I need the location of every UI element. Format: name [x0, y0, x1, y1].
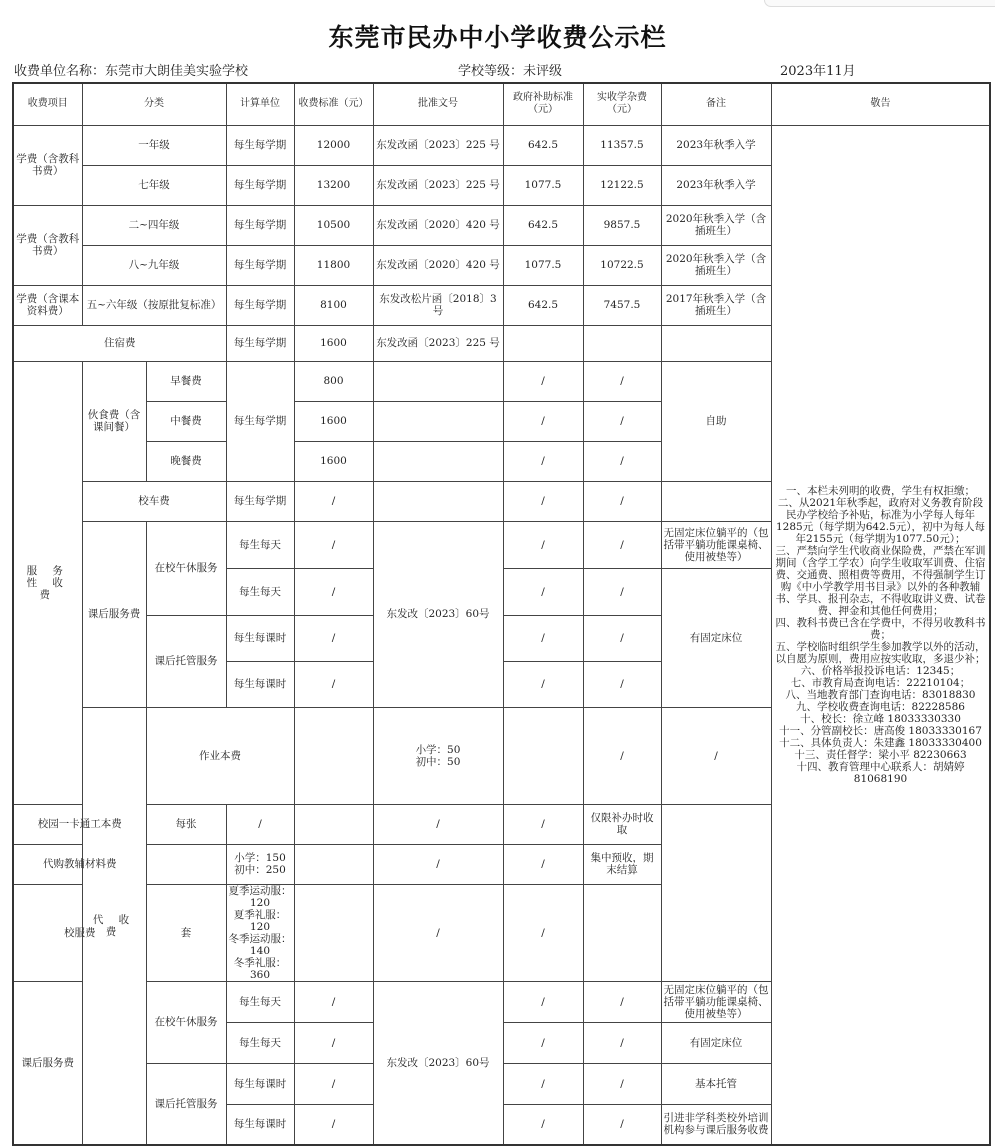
boarding-approval: 东发改函〔2023〕225 号 — [373, 325, 503, 361]
header-calc-unit: 计算单位 — [226, 83, 294, 125]
tuition-approval: 东发改函〔2020〕420 号 — [373, 205, 503, 245]
meal-subsidy: / — [503, 441, 583, 481]
agency-actual: / — [661, 707, 771, 804]
header-row — [13, 83, 990, 125]
tuition-unit: 每生每学期 — [226, 245, 294, 285]
header-remark: 备注 — [661, 83, 771, 125]
after-service-unit: 每生每天 — [226, 568, 294, 615]
tuition-row — [13, 125, 990, 165]
after-agency-remark: 有固定床位 — [661, 1022, 771, 1063]
meal-actual: / — [583, 441, 661, 481]
agency-unit — [146, 844, 226, 884]
agency-subsidy: / — [373, 884, 503, 981]
after-service-actual: / — [583, 661, 661, 707]
notice-line: 七、市教育局查询电话：22210104； — [790, 676, 971, 689]
agency-unit: 套 — [146, 884, 226, 981]
notice-line: 十四、教育管理中心联系人：胡婧婷81068190 — [796, 760, 965, 785]
tuition-approval: 东发改函〔2023〕225 号 — [373, 165, 503, 205]
after-service-actual: / — [583, 568, 661, 615]
after-agency-standard: / — [294, 1104, 373, 1145]
tuition-remark: 2023年秋季入学 — [661, 125, 771, 165]
after-agency-approval: 东发改〔2023〕60号 — [373, 981, 503, 1145]
tuition-category: 二~四年级 — [82, 205, 226, 245]
agency-remark: 仅限补办时收取 — [583, 804, 661, 844]
tuition-actual: 11357.5 — [583, 125, 661, 165]
tuition-subsidy: 1077.5 — [503, 165, 583, 205]
boarding-subsidy — [503, 325, 583, 361]
boarding-remark — [661, 325, 771, 361]
header-standard: 收费标准（元） — [294, 83, 373, 125]
meal-actual: / — [583, 401, 661, 441]
tuition-standard: 10500 — [294, 205, 373, 245]
agency-subsidy: / — [373, 844, 503, 884]
after-service-care-label: 课后托管服务 — [146, 615, 226, 707]
header-subsidy: 政府补助标准（元） — [503, 83, 583, 125]
after-service-standard: / — [294, 568, 373, 615]
after-agency-remark: 基本托管 — [661, 1063, 771, 1104]
tuition-actual: 12122.5 — [583, 165, 661, 205]
meal-standard: 1600 — [294, 401, 373, 441]
notice-line: 十一、分管副校长：唐高俊 18033330167 — [779, 724, 982, 737]
boarding-standard: 1600 — [294, 325, 373, 361]
after-agency-care-label: 课后托管服务 — [146, 1063, 226, 1145]
after-agency-unit: 每生每天 — [226, 981, 294, 1022]
meal-approval — [373, 401, 503, 441]
agency-actual: / — [503, 804, 583, 844]
after-service-standard: / — [294, 661, 373, 707]
tuition-subsidy: 1077.5 — [503, 245, 583, 285]
tuition-approval: 东发改函〔2023〕225 号 — [373, 125, 503, 165]
tuition-remark: 2020年秋季入学（含插班生） — [661, 245, 771, 285]
bus-remark — [661, 481, 771, 521]
tuition-unit: 每生每学期 — [226, 285, 294, 325]
after-agency-standard: / — [294, 981, 373, 1022]
after-agency-actual: / — [583, 1022, 661, 1063]
header-approval: 批准文号 — [373, 83, 503, 125]
agency-subsidy: / — [583, 707, 661, 804]
agency-name: 代购教辅材料费 — [13, 844, 146, 884]
notice-line: 二、从2021年秋季起，政府对义务教育阶段民办学校给予补贴，标准为小学每人每年1285元（每学期为642.5元），初中为每人每年2155元（每学期为1077.50元）； — [775, 496, 986, 545]
after-agency-actual: / — [583, 1104, 661, 1145]
after-agency-remark: 引进非学科类校外培训机构参与课后服务收费 — [661, 1104, 771, 1145]
tuition-group-label: 学费（含课本资料费） — [13, 285, 82, 325]
after-service-standard: / — [294, 521, 373, 568]
agency-approval — [294, 804, 373, 844]
agency-name: 校服费 — [13, 884, 146, 981]
after-agency-subsidy: / — [503, 1104, 583, 1145]
meal-subsidy: / — [503, 361, 583, 401]
boarding-actual — [583, 325, 661, 361]
bus-standard: / — [294, 481, 373, 521]
after-agency-subsidy: / — [503, 1022, 583, 1063]
after-service-subsidy: / — [503, 521, 583, 568]
tuition-remark: 2020年秋季入学（含插班生） — [661, 205, 771, 245]
after-service-remark: 无固定床位躺平的（包括带平躺功能课桌椅、使用被垫等） — [661, 521, 771, 568]
tuition-category: 七年级 — [82, 165, 226, 205]
tuition-actual: 7457.5 — [583, 285, 661, 325]
agency-name: 校园一卡通工本费 — [13, 804, 146, 844]
bus-actual: / — [583, 481, 661, 521]
boarding-label: 住宿费 — [13, 325, 226, 361]
after-service-label: 课后服务费 — [82, 521, 146, 707]
notice-line: 四、教科书费已含在学费中，不得另收教科书费； — [775, 616, 986, 641]
after-agency-nap-label: 在校午休服务 — [146, 981, 226, 1063]
after-agency-remark: 无固定床位躺平的（包括带平躺功能课桌椅、使用被垫等） — [661, 981, 771, 1022]
meal-group-label: 伙食费（含课间餐） — [82, 361, 146, 481]
agency-standard: 小学：50 初中：50 — [373, 707, 503, 804]
after-service-actual: / — [583, 521, 661, 568]
header-notice: 敬告 — [771, 83, 990, 125]
after-service-actual: / — [583, 615, 661, 661]
service-label: 服 务 性 收 费 — [13, 361, 82, 804]
meal-actual: / — [583, 361, 661, 401]
after-agency-subsidy: / — [503, 1063, 583, 1104]
after-agency-unit: 每生每课时 — [226, 1104, 294, 1145]
notice-line: 十、校长：徐立峰 18033330330 — [800, 712, 961, 725]
tuition-subsidy: 642.5 — [503, 205, 583, 245]
tuition-standard: 8100 — [294, 285, 373, 325]
tuition-category: 五~六年级（按原批复标准） — [82, 285, 226, 325]
agency-remark: 集中预收，期末结算 — [583, 844, 661, 884]
notice-line: 一、本栏未列明的收费，学生有权拒缴； — [786, 484, 975, 497]
agency-name: 作业本费 — [146, 707, 294, 804]
tuition-unit: 每生每学期 — [226, 165, 294, 205]
after-agency-unit: 每生每天 — [226, 1022, 294, 1063]
tuition-standard: 12000 — [294, 125, 373, 165]
after-agency-subsidy: / — [503, 981, 583, 1022]
after-service-subsidy: / — [503, 661, 583, 707]
bus-approval — [373, 481, 503, 521]
meal-name: 晚餐费 — [146, 441, 226, 481]
school-level: 学校等级：未评级 — [458, 64, 563, 79]
boarding-unit: 每生每学期 — [226, 325, 294, 361]
meal-approval — [373, 441, 503, 481]
agency-approval — [294, 844, 373, 884]
tuition-unit: 每生每学期 — [226, 125, 294, 165]
notice-line: 九、学校收费查询电话：82228586 — [796, 700, 965, 713]
agency-label: 代 收 费 — [82, 707, 146, 1145]
after-agency-actual: / — [583, 1063, 661, 1104]
meal-approval — [373, 361, 503, 401]
tuition-subsidy: 642.5 — [503, 285, 583, 325]
tuition-remark: 2017年秋季入学（含插班生） — [661, 285, 771, 325]
after-service-subsidy: / — [503, 568, 583, 615]
bus-unit: 每生每学期 — [226, 481, 294, 521]
window-corner — [764, 0, 995, 7]
agency-approval — [503, 707, 583, 804]
notice-line: 十三、责任督学：梁小平 82230663 — [794, 748, 967, 761]
agency-standard: 夏季运动服：120 夏季礼服：120 冬季运动服：140 冬季礼服：360 — [226, 884, 294, 981]
after-service-approval: 东发改〔2023〕60号 — [373, 521, 503, 707]
header-category: 分类 — [82, 83, 226, 125]
tuition-category: 一年级 — [82, 125, 226, 165]
agency-unit: 每张 — [146, 804, 226, 844]
tuition-approval: 东发改函〔2020〕420 号 — [373, 245, 503, 285]
after-service-remark: 有固定床位 — [661, 568, 771, 707]
after-agency-standard: / — [294, 1063, 373, 1104]
notice-line: 八、当地教育部门查询电话：83018830 — [785, 688, 976, 701]
tuition-actual: 9857.5 — [583, 205, 661, 245]
tuition-group-label: 学费（含教科书费） — [13, 125, 82, 205]
after-service-unit: 每生每课时 — [226, 615, 294, 661]
notice-panel — [771, 125, 990, 1145]
after-service-unit: 每生每天 — [226, 521, 294, 568]
meal-name: 中餐费 — [146, 401, 226, 441]
notice-line: 三、严禁向学生代收商业保险费，严禁在军训期间（含学工学农）向学生收取军训费、住宿费、交通费、照相费等费用，不得强制学生订购《中小学教学用书目录》以外的各种教辅书、学具、报刊杂志，不得收取讲义费、试卷费、押金和其他任何费用； — [775, 544, 986, 617]
bus-subsidy: / — [503, 481, 583, 521]
agency-remark — [583, 884, 661, 981]
notice-line: 六、价格举报投诉电话：12345； — [800, 664, 961, 677]
meal-subsidy: / — [503, 401, 583, 441]
after-service-unit: 每生每课时 — [226, 661, 294, 707]
meal-unit: 每生每学期 — [226, 361, 294, 481]
publish-date: 2023年11月 — [780, 64, 856, 79]
after-agency-standard: / — [294, 1022, 373, 1063]
after-agency-label: 课后服务费 — [13, 981, 82, 1145]
agency-standard: / — [226, 804, 294, 844]
after-service-nap-label: 在校午休服务 — [146, 521, 226, 615]
fee-table — [12, 82, 991, 1146]
tuition-category: 八~九年级 — [82, 245, 226, 285]
notice-line: 五、学校临时组织学生参加教学以外的活动，以自愿为原则，费用应按实收取，多退少补； — [775, 640, 986, 665]
bus-name: 校车费 — [82, 481, 226, 521]
agency-approval — [294, 884, 373, 981]
header-item: 收费项目 — [13, 83, 82, 125]
agency-actual: / — [503, 884, 583, 981]
meal-standard: 1600 — [294, 441, 373, 481]
header-actual: 实收学杂费（元） — [583, 83, 661, 125]
tuition-subsidy: 642.5 — [503, 125, 583, 165]
meal-name: 早餐费 — [146, 361, 226, 401]
tuition-group-label: 学费（含教科书费） — [13, 205, 82, 285]
after-agency-unit: 每生每课时 — [226, 1063, 294, 1104]
agency-standard: 小学：150 初中：250 — [226, 844, 294, 884]
tuition-approval: 东发改松片函〔2018〕3 号 — [373, 285, 503, 325]
tuition-standard: 11800 — [294, 245, 373, 285]
page-title: 东莞市民办中小学收费公示栏 — [328, 23, 667, 52]
after-service-standard: / — [294, 615, 373, 661]
after-service-subsidy: / — [503, 615, 583, 661]
agency-actual: / — [503, 844, 583, 884]
notice-line: 十二、具体负责人：朱建鑫 18033330400 — [779, 736, 982, 749]
tuition-remark: 2023年秋季入学 — [661, 165, 771, 205]
meal-standard: 800 — [294, 361, 373, 401]
tuition-actual: 10722.5 — [583, 245, 661, 285]
meal-remark: 自助 — [661, 361, 771, 481]
tuition-standard: 13200 — [294, 165, 373, 205]
after-agency-actual: / — [583, 981, 661, 1022]
agency-subsidy: / — [373, 804, 503, 844]
agency-unit — [294, 707, 373, 804]
tuition-unit: 每生每学期 — [226, 205, 294, 245]
fee-unit-name: 收费单位名称：东莞市大朗佳美实验学校 — [14, 64, 249, 79]
